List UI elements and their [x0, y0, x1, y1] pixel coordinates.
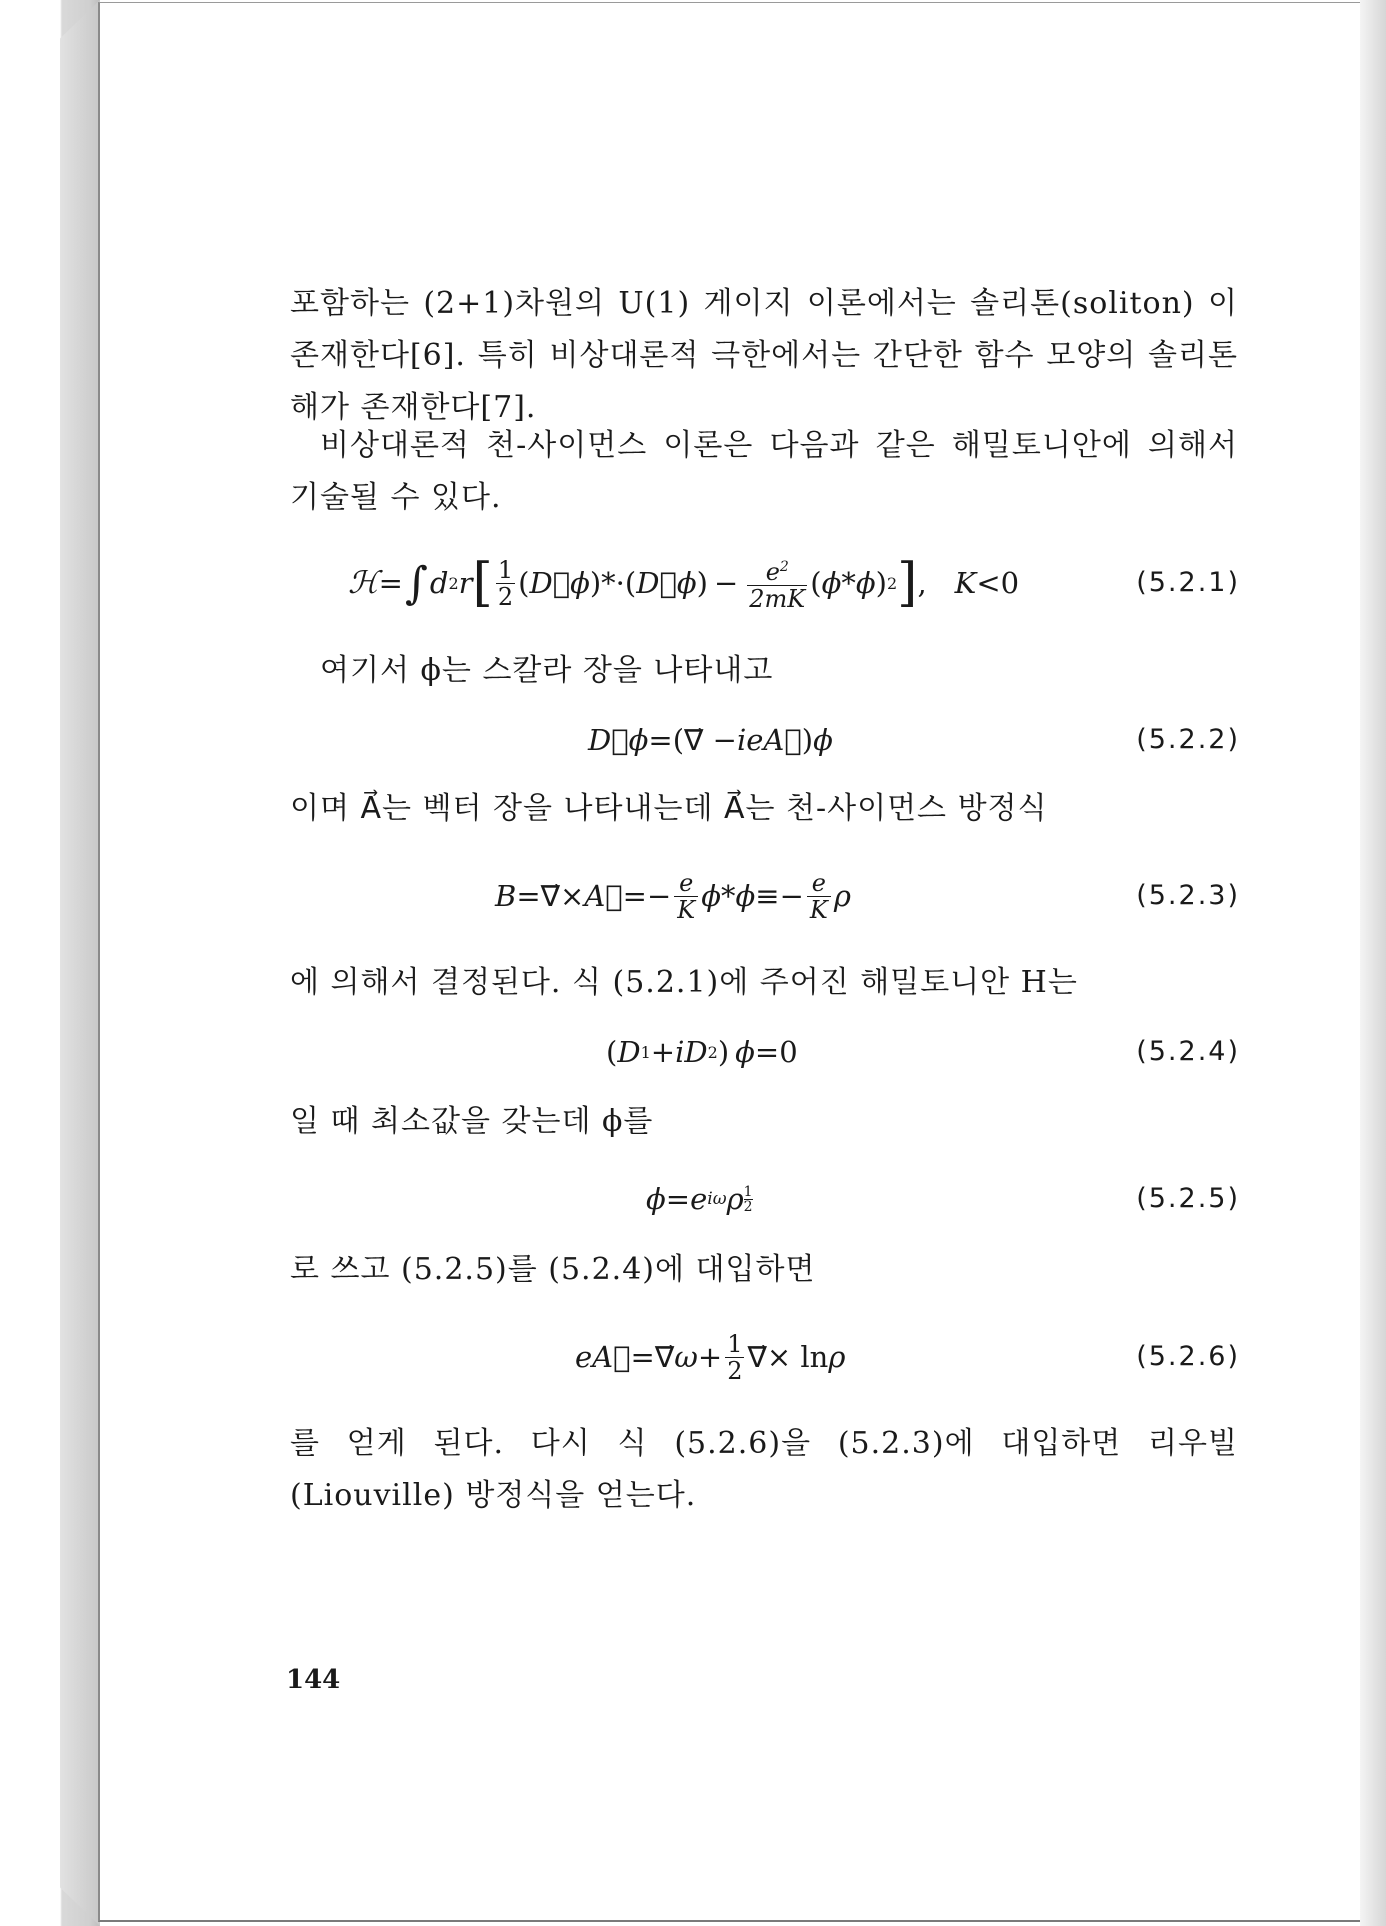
equation-5-2-4-body: ( D 1 + iD 2 ) ϕ =0 — [606, 1035, 798, 1069]
equation-5-2-5 — [290, 1169, 1240, 1229]
paragraph-determined-by: 에 의해서 결정된다. 식 (5.2.1)에 주어진 해밀토니안 H는 — [290, 965, 1078, 1000]
page-edge — [1360, 0, 1386, 1926]
equation-number: (5.2.1) — [1136, 567, 1240, 598]
equation-number: (5.2.3) — [1136, 880, 1240, 911]
equation-number: (5.2.4) — [1136, 1036, 1240, 1067]
equation-5-2-4 — [290, 1022, 1240, 1082]
paragraph-soliton: 포함하는 (2+1)차원의 U(1) 게이지 이론에서는 솔리톤(soliton) 이 존재한다[6]. 특히 비상대론적 극한에서는 간단한 함수 모양의 솔리톤 해가 존재한다[7]. — [290, 286, 1238, 425]
book-spine — [0, 0, 100, 1926]
paragraph-liouville: 를 얻게 된다. 다시 식 (5.2.6)을 (5.2.3)에 대입하면 리우빌 (Liouville) 방정식을 얻는다. — [290, 1426, 1238, 1513]
paragraph-substitute: 로 쓰고 (5.2.5)를 (5.2.4)에 대입하면 — [290, 1252, 816, 1287]
paragraph-hamiltonian-intro: 비상대론적 천-사이먼스 이론은 다음과 같은 해밀토니안에 의해서 기술될 수 있다. — [290, 428, 1238, 515]
equation-5-2-3-body: B =∇⃗× A⃗ =− $\frac{e}{K}$ ϕ * ϕ ≡− $\frac{e}{K}$ ρ — [495, 868, 851, 924]
equation-number: (5.2.2) — [1136, 724, 1240, 755]
equation-number: (5.2.6) — [1136, 1341, 1240, 1372]
equation-5-2-6-body: eA⃗ =∇⃗ ω + $\frac{1}{2}$ ∇⃗× ln ρ — [575, 1329, 846, 1385]
equation-number: (5.2.5) — [1136, 1183, 1240, 1214]
paragraph-scalar-field: 여기서 ϕ는 스칼라 장을 나타내고 — [320, 653, 774, 688]
equation-5-2-6 — [290, 1327, 1240, 1387]
paragraph-vector-field: 이며 A⃗는 벡터 장을 나타내는데 A⃗는 천-사이먼스 방정식 — [290, 791, 1048, 826]
equation-5-2-2-body: D⃗ϕ =(∇⃗ − ieA⃗ ) ϕ — [588, 723, 833, 757]
equation-5-2-5-body: ϕ = e iω ρ 1 2 — [646, 1182, 753, 1216]
page-number: 144 — [286, 1665, 341, 1695]
equation-5-2-1-body: ℋ = ∫ d 2 r [ 1 2 ( D⃗ϕ )*·( D⃗ϕ ) − $\frac{e^2}{2mK}$ ( ϕ * ϕ ) 2 ] , K <0 — [348, 553, 1020, 613]
equation-5-2-1 — [290, 553, 1240, 613]
equation-5-2-2 — [290, 710, 1240, 770]
equation-5-2-3 — [290, 866, 1240, 926]
paragraph-minimum: 일 때 최소값을 갖는데 ϕ를 — [290, 1104, 654, 1139]
